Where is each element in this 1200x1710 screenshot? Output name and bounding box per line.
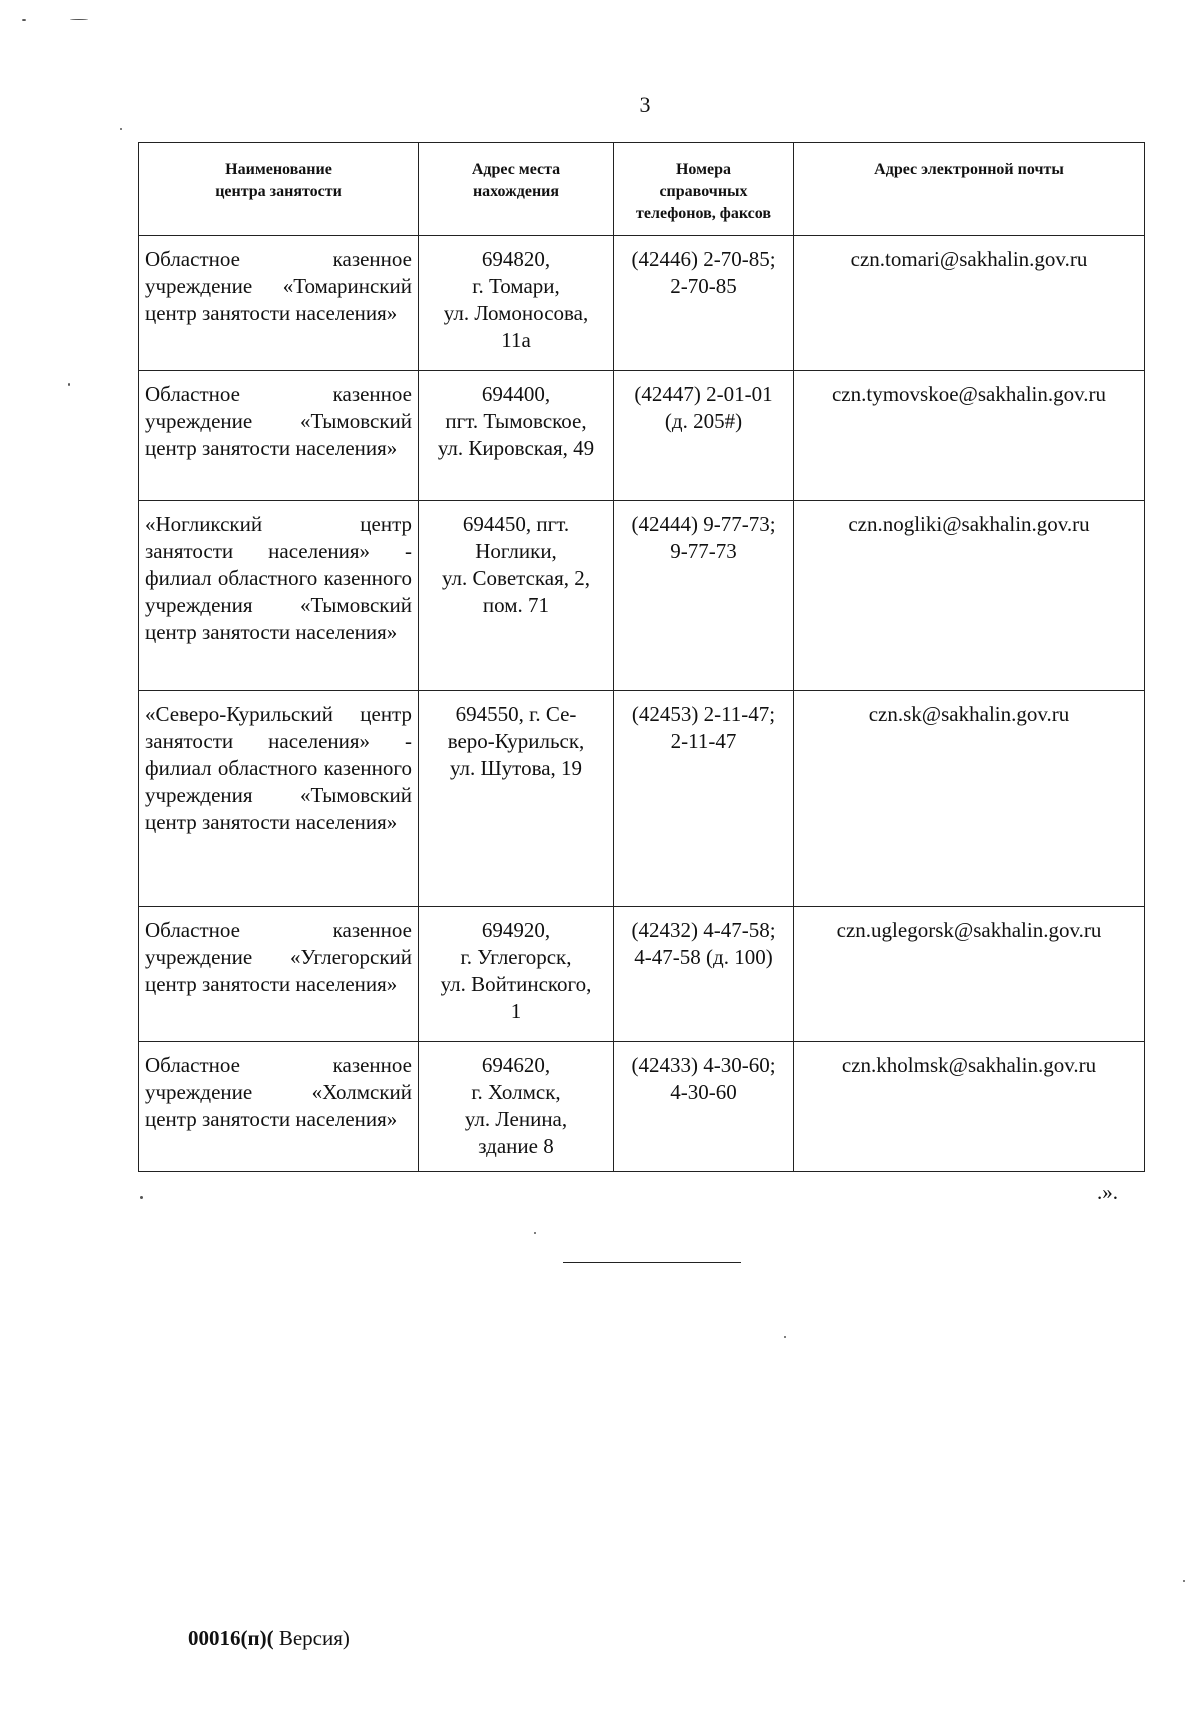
scan-speck bbox=[784, 1336, 786, 1338]
center-name: Областное казенное учреждение «Углегорский центр занятости населения» bbox=[139, 907, 419, 1042]
center-phones: (42444) 9-77-73; 9-77-73 bbox=[614, 501, 794, 691]
employment-centers-table bbox=[138, 142, 1145, 1172]
center-name: Областное казенное учреждение «Холмский центр занятости населения» bbox=[139, 1042, 419, 1172]
scan-speck bbox=[534, 1232, 536, 1234]
table-row bbox=[139, 236, 1145, 371]
center-email: czn.kholmsk@sakhalin.gov.ru bbox=[794, 1042, 1145, 1172]
center-address: 694820, г. Томари, ул. Ломоносова, 11а bbox=[419, 236, 614, 371]
center-email: czn.uglegorsk@sakhalin.gov.ru bbox=[794, 907, 1145, 1042]
center-email: czn.nogliki@sakhalin.gov.ru bbox=[794, 501, 1145, 691]
table-body bbox=[139, 236, 1145, 1172]
center-phones: (42432) 4-47-58; 4-47-58 (д. 100) bbox=[614, 907, 794, 1042]
header-center-name: Наименование центра занятости bbox=[139, 143, 419, 236]
center-address: 694550, г. Се- веро-Курильск, ул. Шутова, 19 bbox=[419, 691, 614, 907]
table-row bbox=[139, 691, 1145, 907]
center-email: czn.sk@sakhalin.gov.ru bbox=[794, 691, 1145, 907]
center-address: 694620, г. Холмск, ул. Ленина, здание 8 bbox=[419, 1042, 614, 1172]
header-address: Адрес места нахождения bbox=[419, 143, 614, 236]
table-row bbox=[139, 371, 1145, 501]
center-phones: (42433) 4-30-60; 4-30-60 bbox=[614, 1042, 794, 1172]
scan-speck bbox=[70, 19, 88, 20]
center-address: 694920, г. Углегорск, ул. Войтинского, 1 bbox=[419, 907, 614, 1042]
center-name: Областное казенное учреждение «Томаринский центр занятости населения» bbox=[139, 236, 419, 371]
center-name: «Северо-Курильский центр занятости населения» - филиал областного казенного учреждения «Тымовский центр занятости населения» bbox=[139, 691, 419, 907]
table-row bbox=[139, 1042, 1145, 1172]
scan-speck bbox=[140, 1196, 143, 1199]
table-row bbox=[139, 907, 1145, 1042]
separator-line bbox=[563, 1262, 741, 1263]
center-email: czn.tomari@sakhalin.gov.ru bbox=[794, 236, 1145, 371]
page-number: 3 bbox=[639, 92, 651, 117]
center-phones: (42447) 2-01-01 (д. 205#) bbox=[614, 371, 794, 501]
header-email: Адрес электронной почты bbox=[794, 143, 1145, 236]
center-name: Областное казенное учреждение «Тымовский центр занятости населения» bbox=[139, 371, 419, 501]
document-footer bbox=[188, 1626, 350, 1651]
center-phones: (42446) 2-70-85; 2-70-85 bbox=[614, 236, 794, 371]
scan-speck bbox=[68, 383, 70, 386]
center-name: «Ногликский центр занятости населения» - филиал областного казенного учреждения «Тымовский центр занятости населения» bbox=[139, 501, 419, 691]
scan-speck bbox=[1183, 1580, 1185, 1582]
header-row bbox=[139, 143, 1145, 236]
center-address: 694400, пгт. Тымовское, ул. Кировская, 49 bbox=[419, 371, 614, 501]
table-header bbox=[139, 143, 1145, 236]
scan-speck bbox=[120, 128, 122, 130]
scan-speck bbox=[22, 19, 26, 21]
center-phones: (42453) 2-11-47; 2-11-47 bbox=[614, 691, 794, 907]
document-code: 00016(п)( bbox=[188, 1626, 274, 1650]
closing-quote-mark: .». bbox=[1097, 1180, 1118, 1204]
header-phones: Номера справочных телефонов, факсов bbox=[614, 143, 794, 236]
document-version: Версия) bbox=[273, 1626, 350, 1650]
center-address: 694450, пгт. Ноглики, ул. Советская, 2, пом. 71 bbox=[419, 501, 614, 691]
center-email: czn.tymovskoe@sakhalin.gov.ru bbox=[794, 371, 1145, 501]
table-row bbox=[139, 501, 1145, 691]
